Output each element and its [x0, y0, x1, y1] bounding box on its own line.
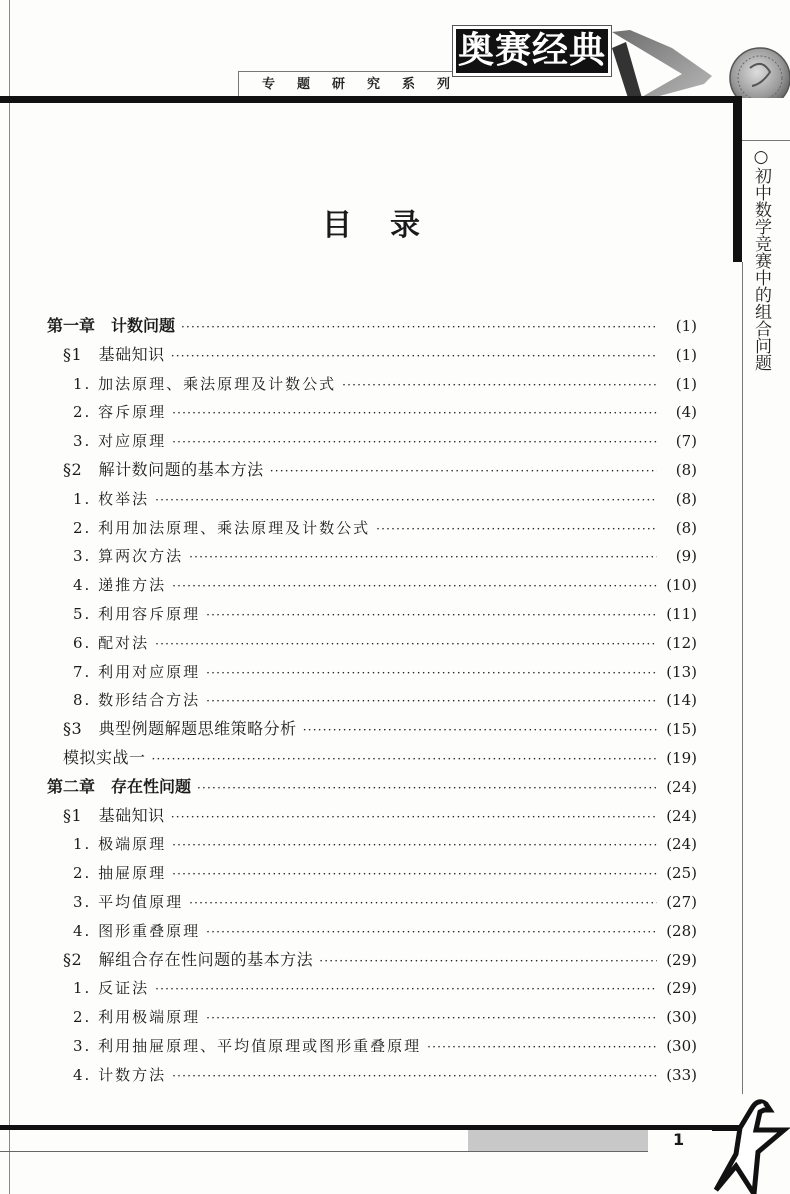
- dot-leader: [172, 831, 657, 860]
- toc-entry-page: (24): [666, 806, 697, 825]
- toc-entry-page: (10): [666, 576, 697, 595]
- dot-leader: [155, 630, 657, 659]
- dot-leader: [319, 947, 657, 976]
- toc-entry-section[interactable]: [47, 946, 697, 975]
- toc-entry-label: 4. 计数方法: [73, 1065, 167, 1084]
- dot-leader: [172, 860, 657, 889]
- toc-entry-item[interactable]: [47, 1061, 697, 1090]
- toc-entry-section[interactable]: [47, 456, 697, 485]
- toc-entry-page: (1): [675, 345, 697, 364]
- toc-entry-label: 3. 对应原理: [73, 432, 167, 451]
- toc-entry-page: (19): [666, 748, 697, 767]
- dot-leader: [155, 486, 657, 515]
- toc-entry-page: (9): [675, 547, 697, 566]
- toc-entry-item[interactable]: [47, 571, 697, 600]
- toc-entry-page: (28): [666, 921, 697, 940]
- toc-entry-label: §3 典型例题解题思维策略分析: [63, 719, 297, 739]
- toc-entry-item[interactable]: [47, 686, 697, 715]
- toc-entry-page: (8): [675, 518, 697, 537]
- bird-star-logo-icon: [712, 1090, 790, 1194]
- toc-entry-item[interactable]: [47, 427, 697, 456]
- left-margin-rule: [9, 0, 10, 1194]
- toc-entry-label: §1 基础知识: [63, 805, 165, 825]
- toc-entry-page: (27): [666, 892, 697, 911]
- dot-leader: [172, 399, 657, 428]
- toc-entry-label: 2. 容斥原理: [73, 403, 167, 422]
- dot-leader: [189, 543, 657, 572]
- dot-leader: [206, 687, 657, 716]
- toc-entry-item[interactable]: [47, 485, 697, 514]
- header-rule: [0, 96, 742, 103]
- toc-entry-page: (7): [675, 432, 697, 451]
- footer-thin-rule: [0, 1151, 648, 1152]
- dot-leader: [342, 371, 657, 400]
- toc-entry-page: (15): [666, 720, 697, 739]
- dot-leader: [155, 975, 657, 1004]
- toc-entry-label: 8. 数形结合方法: [73, 691, 201, 710]
- toc-entry-page: (1): [675, 317, 697, 335]
- toc-entry-label: 7. 利用对应原理: [73, 662, 201, 681]
- toc-entry-label: 3. 平均值原理: [73, 892, 184, 911]
- toc-entry-page: (4): [675, 403, 697, 422]
- toc-entry-label: §2 解计数问题的基本方法: [63, 459, 264, 479]
- toc-entry-item[interactable]: [47, 974, 697, 1003]
- toc-entry-section[interactable]: [47, 341, 697, 370]
- toc-entry-label: 2. 利用加法原理、乘法原理及计数公式: [73, 518, 371, 537]
- brand-logo: [452, 25, 612, 77]
- toc-entry-page: (13): [666, 662, 697, 681]
- toc-entry-section[interactable]: [47, 802, 697, 831]
- toc-entry-chapter[interactable]: [47, 312, 697, 341]
- toc-entry-label: 3. 算两次方法: [73, 547, 184, 566]
- medal-icon: [612, 28, 790, 98]
- toc-entry-label: 1. 极端原理: [73, 835, 167, 854]
- toc-entry-item[interactable]: [47, 600, 697, 629]
- toc-entry-label: 第二章 存在性问题: [47, 776, 192, 796]
- toc-entry-page: (12): [666, 633, 697, 652]
- table-of-contents: [47, 312, 697, 1090]
- dot-leader: [172, 428, 657, 457]
- toc-entry-item[interactable]: [47, 514, 697, 543]
- toc-entry-item[interactable]: [47, 658, 697, 687]
- toc-entry-section[interactable]: [47, 715, 697, 744]
- toc-entry-page: (30): [666, 1036, 697, 1055]
- dot-leader: [152, 745, 657, 774]
- toc-entry-item[interactable]: [47, 859, 697, 888]
- toc-entry-label: 5. 利用容斥原理: [73, 604, 201, 623]
- toc-entry-page: (24): [666, 777, 697, 796]
- toc-entry-label: 4. 递推方法: [73, 576, 167, 595]
- dot-leader: [172, 572, 657, 601]
- toc-entry-label: 4. 图形重叠原理: [73, 921, 201, 940]
- toc-entry-page: (24): [666, 835, 697, 854]
- toc-entry-practice[interactable]: [47, 744, 697, 773]
- toc-entry-label: 3. 利用抽屉原理、平均值原理或图形重叠原理: [73, 1036, 422, 1055]
- toc-entry-item[interactable]: [47, 370, 697, 399]
- toc-entry-page: (1): [675, 374, 697, 393]
- dot-leader: [171, 342, 657, 371]
- toc-entry-page: (14): [666, 691, 697, 710]
- page-number: 1: [673, 1130, 685, 1149]
- toc-entry-label: §2 解组合存在性问题的基本方法: [63, 949, 314, 969]
- toc-entry-item[interactable]: [47, 629, 697, 658]
- toc-entry-item[interactable]: [47, 830, 697, 859]
- toc-entry-page: (29): [666, 950, 697, 969]
- dot-leader: [181, 313, 657, 342]
- dot-leader: [270, 457, 657, 486]
- toc-entry-label: 1. 反证法: [73, 979, 150, 998]
- toc-entry-label: 6. 配对法: [73, 633, 150, 652]
- book-title-vertical: ○初中数学竞赛中的组合问题: [751, 147, 771, 371]
- toc-entry-label: 模拟实战一: [63, 747, 146, 767]
- toc-entry-page: (30): [666, 1008, 697, 1027]
- side-tab-rule: [742, 140, 790, 141]
- brand-title: 奥赛经典: [457, 30, 606, 71]
- dot-leader: [189, 889, 657, 918]
- dot-leader: [206, 601, 657, 630]
- footer-gray-block: [468, 1130, 648, 1152]
- toc-entry-page: (11): [666, 604, 697, 623]
- toc-entry-label: 2. 利用极端原理: [73, 1008, 201, 1027]
- right-border-thin: [742, 262, 743, 1094]
- toc-entry-item[interactable]: [47, 1003, 697, 1032]
- toc-entry-page: (29): [666, 979, 697, 998]
- toc-entry-item[interactable]: [47, 398, 697, 427]
- dot-leader: [427, 1033, 657, 1062]
- series-label: 专题研究系列: [262, 77, 473, 92]
- toc-entry-item[interactable]: [47, 888, 697, 917]
- toc-entry-label: 2. 抽屉原理: [73, 864, 167, 883]
- page-title: 目录: [322, 208, 458, 243]
- dot-leader: [376, 515, 657, 544]
- toc-entry-item[interactable]: [47, 917, 697, 946]
- toc-entry-page: (8): [675, 489, 697, 508]
- toc-entry-item[interactable]: [47, 1032, 697, 1061]
- toc-entry-page: (33): [666, 1065, 697, 1084]
- dot-leader: [206, 659, 657, 688]
- toc-entry-page: (25): [666, 864, 697, 883]
- toc-entry-label: 1. 枚举法: [73, 489, 150, 508]
- toc-entry-chapter[interactable]: [47, 773, 697, 802]
- dot-leader: [206, 1004, 657, 1033]
- dot-leader: [172, 1062, 657, 1091]
- dot-leader: [303, 716, 657, 745]
- toc-entry-label: §1 基础知识: [63, 344, 165, 364]
- dot-leader: [171, 803, 657, 832]
- toc-entry-page: (8): [675, 460, 697, 479]
- dot-leader: [206, 918, 657, 947]
- toc-entry-label: 1. 加法原理、乘法原理及计数公式: [73, 374, 337, 393]
- toc-entry-item[interactable]: [47, 542, 697, 571]
- toc-entry-label: 第一章 计数问题: [47, 316, 176, 335]
- dot-leader: [197, 774, 657, 803]
